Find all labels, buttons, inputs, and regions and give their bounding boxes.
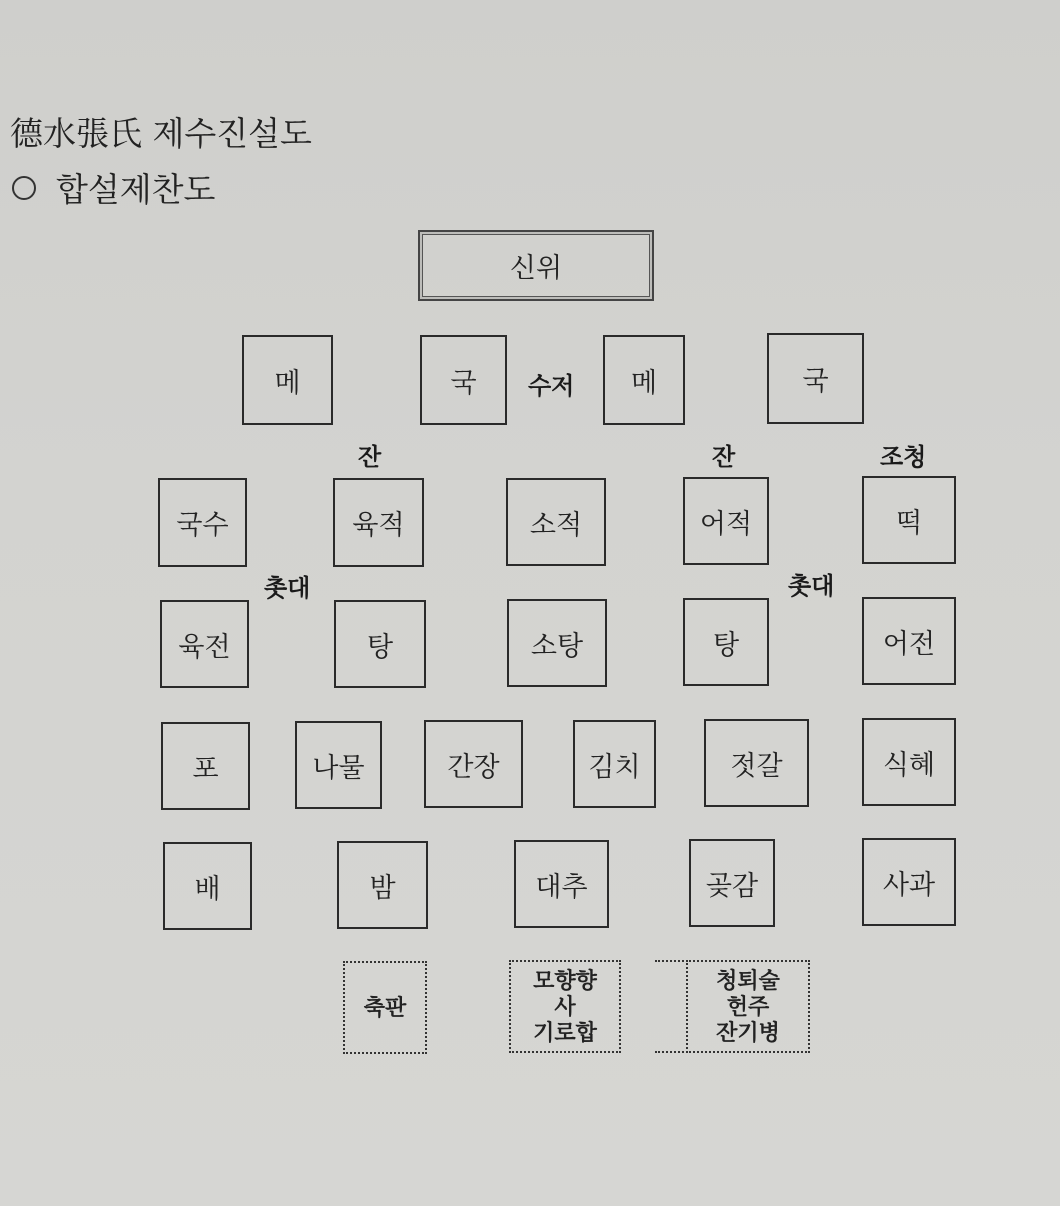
jujube-box: 대추 [514, 840, 609, 928]
circle-bullet-icon [12, 176, 36, 200]
wine-line-3: 잔기병 [716, 1019, 780, 1046]
noodles-box: 국수 [158, 478, 247, 567]
kimchi-box: 김치 [573, 720, 656, 808]
prayer-board-box [343, 961, 427, 1054]
candlestick-label-left: 촛대 [264, 573, 311, 602]
veg-skewer-box: 소적 [506, 478, 606, 566]
soup-stew-box-right: 탕 [683, 598, 769, 686]
wine-stack-box [686, 960, 810, 1053]
apple-box: 사과 [862, 838, 956, 926]
subtitle-text: 합설제찬도 [56, 170, 216, 209]
document-subtitle [12, 164, 215, 211]
grain-syrup-label: 조청 [880, 442, 927, 471]
dried-meat-box: 포 [161, 722, 250, 810]
incense-line-2: 사 [554, 993, 576, 1020]
incense-line-3: 기로합 [533, 1019, 597, 1046]
salted-fish-box: 젓갈 [704, 719, 809, 807]
wine-line-2: 헌주 [726, 993, 770, 1020]
chestnut-box: 밤 [337, 841, 428, 929]
rice-box-right: 메 [603, 335, 685, 425]
cup-label-left: 잔 [358, 442, 382, 471]
fish-skewer-box: 어적 [683, 477, 769, 565]
soup-box-left: 국 [420, 335, 507, 425]
wine-line-1: 청퇴술 [716, 967, 780, 994]
dotted-connector-line [655, 960, 688, 1053]
candlestick-label-right: 촛대 [788, 571, 835, 600]
rice-box-left: 메 [242, 335, 333, 425]
veg-stew-box: 소탕 [507, 599, 607, 687]
greens-box: 나물 [295, 721, 382, 809]
incense-stack-box [509, 960, 621, 1053]
soup-box-right: 국 [767, 333, 864, 424]
spoon-chopsticks-label: 수저 [528, 371, 575, 400]
fish-pancake-box: 어전 [862, 597, 956, 685]
incense-line-1: 모향향 [533, 967, 597, 994]
document-title: 德水張氏 제수진설도 [10, 114, 312, 153]
soup-stew-box-left: 탕 [334, 600, 426, 688]
meat-skewer-box: 육적 [333, 478, 424, 567]
dried-persimmon-box: 곶감 [689, 839, 775, 927]
rice-cake-box: 떡 [862, 476, 956, 564]
prayer-board-label: 축판 [363, 994, 407, 1021]
rice-punch-box: 식혜 [862, 718, 956, 806]
soy-sauce-box: 간장 [424, 720, 523, 808]
cup-label-right: 잔 [712, 442, 736, 471]
pear-box: 배 [163, 842, 252, 930]
shrine-tablet-box: 신위 [418, 230, 654, 301]
meat-pancake-box: 육전 [160, 600, 249, 688]
